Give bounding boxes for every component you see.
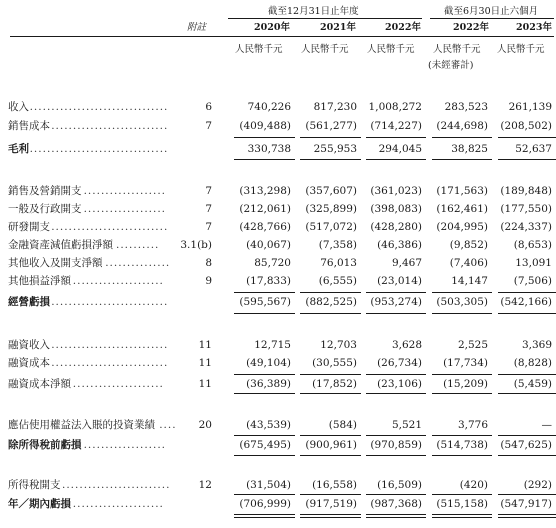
row-value: (36,389) <box>246 378 291 390</box>
row-value: (325,899) <box>305 203 357 215</box>
row-value: (517,072) <box>305 221 357 233</box>
total-rule <box>498 517 556 518</box>
row-leader-dots: ................... <box>83 440 167 451</box>
row-label: 銷售成本 <box>8 120 50 132</box>
row-value: (970,859) <box>370 439 422 451</box>
row-note-ref: 7 <box>205 221 212 233</box>
total-rule <box>234 313 295 314</box>
total-rule <box>234 393 295 394</box>
row-label: 融資收入 <box>8 339 50 351</box>
row-value: (8,653) <box>513 239 552 251</box>
total-rule <box>300 393 361 394</box>
row-value: (26,734) <box>377 357 422 369</box>
row-value: 3,369 <box>521 339 552 351</box>
total-rule <box>300 313 361 314</box>
row-value: (162,461) <box>436 203 488 215</box>
row-value: 261,139 <box>508 101 552 113</box>
total-rule <box>498 435 556 436</box>
row-note-ref: 9 <box>205 275 212 287</box>
total-rule <box>234 292 295 293</box>
total-rule <box>366 374 426 375</box>
total-rule <box>234 494 295 495</box>
row-value: (46,386) <box>377 239 422 251</box>
row-value: (224,337) <box>500 221 552 233</box>
total-rule <box>300 292 361 293</box>
row-value: (515,158) <box>436 498 488 510</box>
row-value: 52,637 <box>515 143 552 155</box>
unit-label-2022-h1: 人民幣千元 <box>433 44 481 55</box>
total-rule <box>432 514 492 515</box>
row-label: 銷售及營銷開支 <box>8 185 82 197</box>
row-value: (23,106) <box>377 378 422 390</box>
row-note-ref: 7 <box>205 120 212 132</box>
row-value: (953,274) <box>370 296 422 308</box>
row-leader-dots: ........................... <box>51 121 169 132</box>
row-label: 一般及行政開支 <box>8 203 82 215</box>
row-value: (7,406) <box>449 257 488 269</box>
note-column-header: 附註 <box>187 22 207 33</box>
year-header-2020: 2020年 <box>254 22 290 33</box>
row-value: (244,698) <box>436 120 488 132</box>
total-rule <box>498 455 556 456</box>
row-label: 經營虧損 <box>8 296 50 308</box>
total-rule <box>300 494 361 495</box>
row-value: (49,104) <box>246 357 291 369</box>
row-value: (204,995) <box>436 221 488 233</box>
year-header-2022: 2022年 <box>385 22 421 33</box>
row-label: 所得稅開支 <box>8 479 61 491</box>
row-label: 除所得稅前虧損 <box>8 439 82 451</box>
row-value: 740,226 <box>247 101 291 113</box>
row-leader-dots: ........................... <box>51 297 169 308</box>
row-value: (17,734) <box>443 357 488 369</box>
row-value: (547,625) <box>500 439 552 451</box>
row-value: (30,555) <box>312 357 357 369</box>
row-value: 85,720 <box>254 257 291 269</box>
total-rule <box>498 313 556 314</box>
row-value: (547,917) <box>500 498 552 510</box>
total-rule <box>234 435 295 436</box>
row-value: (542,166) <box>500 296 552 308</box>
row-leader-dots: ................... <box>83 186 167 197</box>
row-value: (987,368) <box>370 498 422 510</box>
row-value: (40,067) <box>246 239 291 251</box>
row-value: (9,852) <box>449 239 488 251</box>
row-value: (212,061) <box>239 203 291 215</box>
row-value: — <box>541 419 552 431</box>
total-rule <box>498 292 556 293</box>
total-rule <box>432 393 492 394</box>
row-value: (208,502) <box>500 120 552 132</box>
row-value: (17,833) <box>246 275 291 287</box>
total-rule <box>366 313 426 314</box>
total-rule <box>432 374 492 375</box>
unit-label-2020: 人民幣千元 <box>235 44 283 55</box>
row-value: (409,488) <box>239 120 291 132</box>
row-value: 12,715 <box>254 339 291 351</box>
total-rule <box>498 159 556 160</box>
unit-label-2023-h1: 人民幣千元 <box>497 44 545 55</box>
row-value: (584) <box>328 419 357 431</box>
total-rule <box>432 435 492 436</box>
row-value: (706,999) <box>239 498 291 510</box>
row-value: (7,358) <box>318 239 357 251</box>
unit-label-2021: 人民幣千元 <box>301 44 349 55</box>
total-rule <box>432 292 492 293</box>
row-leader-dots: ..................... <box>72 379 164 390</box>
row-value: (17,852) <box>312 378 357 390</box>
row-leader-dots: .......... <box>116 240 160 251</box>
row-value: (398,083) <box>370 203 422 215</box>
row-value: (428,766) <box>239 221 291 233</box>
row-leader-dots: ........................... <box>51 358 169 369</box>
row-value: 3,776 <box>457 419 488 431</box>
row-value: (8,828) <box>513 357 552 369</box>
total-rule <box>432 494 492 495</box>
row-label: 收入 <box>8 101 29 113</box>
row-note-ref: 8 <box>205 257 212 269</box>
full-year-group-header: 截至12月31日止年度 <box>268 6 359 17</box>
row-leader-dots: ........................... <box>51 340 169 351</box>
full-year-group-rule <box>228 18 422 19</box>
row-value: 1,008,272 <box>368 101 422 113</box>
row-label: 毛利 <box>8 143 29 155</box>
row-value: (177,550) <box>500 203 552 215</box>
total-rule <box>300 435 361 436</box>
row-leader-dots: ......................... <box>62 480 171 491</box>
row-label: 其他收入及開支淨額 <box>8 257 103 269</box>
row-note-ref: 11 <box>198 357 212 369</box>
year-header-2022-h1: 2022年 <box>453 22 489 33</box>
six-months-group-header: 截至6月30日止六個月 <box>444 6 539 17</box>
row-leader-dots: ........................... <box>51 222 169 233</box>
header-rule <box>10 36 554 37</box>
row-value: (675,495) <box>239 439 291 451</box>
total-rule <box>432 137 492 138</box>
row-value: 13,091 <box>515 257 552 269</box>
row-label: 應佔使用權益法入賬的投資業績 <box>8 419 155 431</box>
total-rule <box>432 159 492 160</box>
row-value: (171,563) <box>436 185 488 197</box>
unit-label-2022: 人民幣千元 <box>367 44 415 55</box>
row-leader-dots: ................................ <box>29 102 169 113</box>
row-value: 255,953 <box>313 143 357 155</box>
row-value: 283,523 <box>444 101 488 113</box>
row-value: (292) <box>523 479 552 491</box>
row-label: 其他損益淨額 <box>8 275 71 287</box>
row-label: 金融資產減值虧損淨額 <box>8 239 113 251</box>
total-rule <box>234 159 295 160</box>
row-note-ref: 7 <box>205 203 212 215</box>
row-value: (595,567) <box>239 296 291 308</box>
total-rule <box>366 435 426 436</box>
row-note-ref: 6 <box>205 101 212 113</box>
row-value: (6,555) <box>318 275 357 287</box>
row-value: 14,147 <box>451 275 488 287</box>
row-note-ref: 20 <box>198 419 212 431</box>
row-leader-dots: ..................... <box>72 499 164 510</box>
total-rule <box>300 514 361 515</box>
total-rule <box>366 393 426 394</box>
row-leader-dots: ............... <box>105 258 171 269</box>
row-value: (357,607) <box>305 185 357 197</box>
total-rule <box>498 393 556 394</box>
row-value: (7,506) <box>513 275 552 287</box>
row-value: 9,467 <box>391 257 422 269</box>
row-value: (428,280) <box>370 221 422 233</box>
total-rule <box>432 517 492 518</box>
row-value: 5,521 <box>391 419 422 431</box>
row-leader-dots: ..................... <box>72 276 164 287</box>
row-value: (5,459) <box>513 378 552 390</box>
row-value: (31,504) <box>246 479 291 491</box>
row-value: (16,509) <box>377 479 422 491</box>
year-header-2023-h1: 2023年 <box>516 22 552 33</box>
total-rule <box>234 137 295 138</box>
total-rule <box>366 514 426 515</box>
total-rule <box>498 374 556 375</box>
year-header-2021: 2021年 <box>320 22 356 33</box>
total-rule <box>300 455 361 456</box>
total-rule <box>366 517 426 518</box>
row-value: 3,628 <box>391 339 422 351</box>
row-value: (900,961) <box>305 439 357 451</box>
row-note-ref: 12 <box>198 479 212 491</box>
row-leader-dots: ................................ <box>29 144 169 155</box>
total-rule <box>300 517 361 518</box>
row-note-ref: 3.1(b) <box>180 239 212 251</box>
total-rule <box>432 313 492 314</box>
total-rule <box>498 137 556 138</box>
row-value: (503,305) <box>436 296 488 308</box>
row-note-ref: 11 <box>198 339 212 351</box>
row-label: 融資成本 <box>8 357 50 369</box>
total-rule <box>366 455 426 456</box>
row-value: (15,209) <box>443 378 488 390</box>
row-label: 年／期內虧損 <box>8 498 71 510</box>
row-value: (917,519) <box>305 498 357 510</box>
row-value: 294,045 <box>378 143 422 155</box>
row-label: 研發開支 <box>8 221 50 233</box>
total-rule <box>366 159 426 160</box>
row-value: (16,558) <box>312 479 357 491</box>
row-value: (561,277) <box>305 120 357 132</box>
row-value: (420) <box>459 479 488 491</box>
row-value: 2,525 <box>457 339 488 351</box>
total-rule <box>234 455 295 456</box>
total-rule <box>234 514 295 515</box>
row-value: 76,013 <box>320 257 357 269</box>
row-leader-dots: ................... <box>83 204 167 215</box>
row-value: (43,539) <box>246 419 291 431</box>
total-rule <box>498 514 556 515</box>
row-value: 330,738 <box>247 143 291 155</box>
row-value: (514,738) <box>436 439 488 451</box>
total-rule <box>498 494 556 495</box>
row-value: (714,227) <box>370 120 422 132</box>
total-rule <box>366 292 426 293</box>
row-value: (882,525) <box>305 296 357 308</box>
total-rule <box>234 374 295 375</box>
row-note-ref: 7 <box>205 185 212 197</box>
total-rule <box>300 159 361 160</box>
row-note-ref: 11 <box>198 378 212 390</box>
total-rule <box>234 517 295 518</box>
row-value: 817,230 <box>313 101 357 113</box>
row-value: 12,703 <box>320 339 357 351</box>
row-value: 38,825 <box>451 143 488 155</box>
row-leader-dots: .... <box>159 420 177 431</box>
total-rule <box>366 494 426 495</box>
row-value: (23,014) <box>377 275 422 287</box>
row-value: (361,023) <box>370 185 422 197</box>
row-label: 融資成本淨額 <box>8 378 71 390</box>
total-rule <box>366 137 426 138</box>
row-value: (313,298) <box>239 185 291 197</box>
six-months-group-rule <box>430 18 554 19</box>
total-rule <box>432 455 492 456</box>
row-value: (189,848) <box>500 185 552 197</box>
total-rule <box>300 374 361 375</box>
unaudited-label: (未經審計) <box>428 60 474 71</box>
total-rule <box>300 137 361 138</box>
